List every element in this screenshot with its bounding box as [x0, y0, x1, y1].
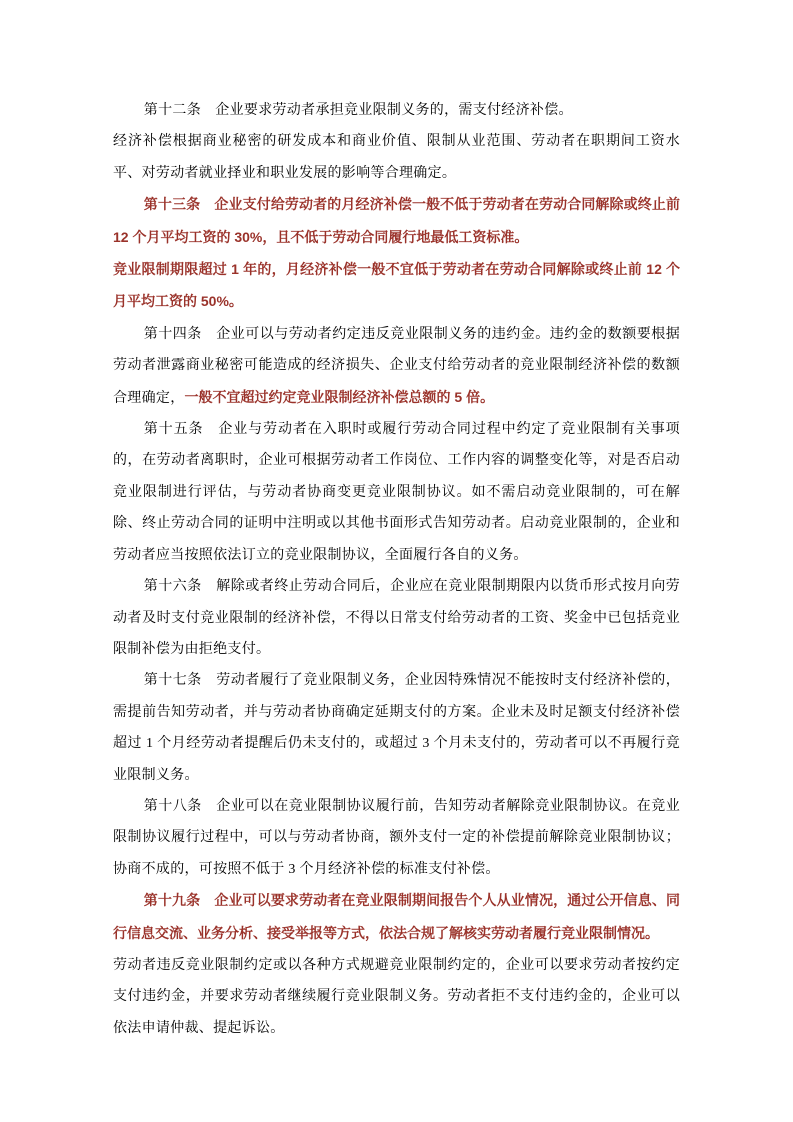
text-run-article-13-clause-2-0: 竞业限制期限超过 1 年的，月经济补偿一般不宜低于劳动者在劳动合同解除或终止前 12 个月平均工资的 50%。 [113, 261, 680, 310]
text-run-article-12-0: 第十二条 企业要求劳动者承担竞业限制义务的，需支付经济补偿。 [143, 103, 573, 118]
text-run-article-17-0: 第十七条 劳动者履行了竞业限制义务，企业因特殊情况不能按时支付经济补偿的，需提前告知劳动者，并与劳动者协商确定延期支付的方案。企业未及时足额支付经济补偿超过 1 个月经劳动者提醒后仍未支付的，或超过 3 个月未支付的，劳动者可以不再履行竞业限制义务。 [113, 673, 680, 783]
paragraph-article-19-clause-2 [113, 950, 680, 1044]
text-run-article-19-0: 第十九条 企业可以要求劳动者在竞业限制期间报告个人从业情况，通过公开信息、同行信息交流、业务分析、接受举报等方式，依法合规了解核实劳动者履行竞业限制情况。 [113, 892, 680, 941]
text-run-article-12-clause-2-0: 经济补偿根据商业秘密的研发成本和商业价值、限制从业范围、劳动者在职期间工资水平、对劳动者就业择业和职业发展的影响等合理确定。 [113, 134, 680, 181]
text-run-article-18-0: 第十八条 企业可以在竞业限制协议履行前，告知劳动者解除竞业限制协议。在竞业限制协议履行过程中，可以与劳动者协商，额外支付一定的补偿提前解除竞业限制协议；协商不成的，可按照不低于 3 个月经济补偿的标准支付补偿。 [113, 798, 680, 877]
text-run-article-16-0: 第十六条 解除或者终止劳动合同后，企业应在竞业限制期限内以货币形式按月向劳动者及时支付竞业限制的经济补偿，不得以日常支付给劳动者的工资、奖金中已包括竞业限制补偿为由拒绝支付。 [113, 579, 680, 657]
paragraph-article-14 [113, 319, 680, 414]
paragraph-article-19 [113, 885, 680, 950]
paragraph-article-12 [113, 95, 680, 126]
paragraph-article-13 [113, 189, 680, 254]
text-run-article-14-0: 第十四条 企业可以与劳动者约定违反竞业限制义务的违约金。违约金的数额要根据劳动者泄露商业秘密可能造成的经济损失、企业支付给劳动者的竞业限制经济补偿的数额合理确定， [113, 326, 680, 406]
paragraph-article-18 [113, 791, 680, 885]
paragraph-article-12-clause-2 [113, 126, 680, 189]
text-run-article-19-clause-2-0: 劳动者违反竞业限制约定或以各种方式规避竞业限制约定的，企业可以要求劳动者按约定支付违约金，并要求劳动者继续履行竞业限制义务。劳动者拒不支付违约金的，企业可以依法申请仲裁、提起诉讼。 [113, 957, 680, 1036]
paragraph-article-16 [113, 571, 680, 665]
paragraph-article-17 [113, 665, 680, 791]
paragraph-article-15 [113, 414, 680, 571]
text-run-article-15-0: 第十五条 企业与劳动者在入职时或履行劳动合同过程中约定了竞业限制有关事项的，在劳动者离职时，企业可根据劳动者工作岗位、工作内容的调整变化等，对是否启动竞业限制进行评估，与劳动者协商变更竞业限制协议。如不需启动竞业限制的，可在解除、终止劳动合同的证明中注明或以其他书面形式告知劳动者。启动竞业限制的，企业和劳动者应当按照依法订立的竞业限制协议，全面履行各自的义务。 [113, 422, 680, 563]
paragraph-article-13-clause-2 [113, 254, 680, 319]
text-run-article-13-0: 第十三条 企业支付给劳动者的月经济补偿一般不低于劳动者在劳动合同解除或终止前 12 个月平均工资的 30%，且不低于劳动合同履行地最低工资标准。 [113, 196, 680, 245]
text-run-article-14-1: 一般不宜超过约定竞业限制经济补偿总额的 5 倍。 [184, 388, 495, 405]
document-text-content [113, 95, 680, 1044]
